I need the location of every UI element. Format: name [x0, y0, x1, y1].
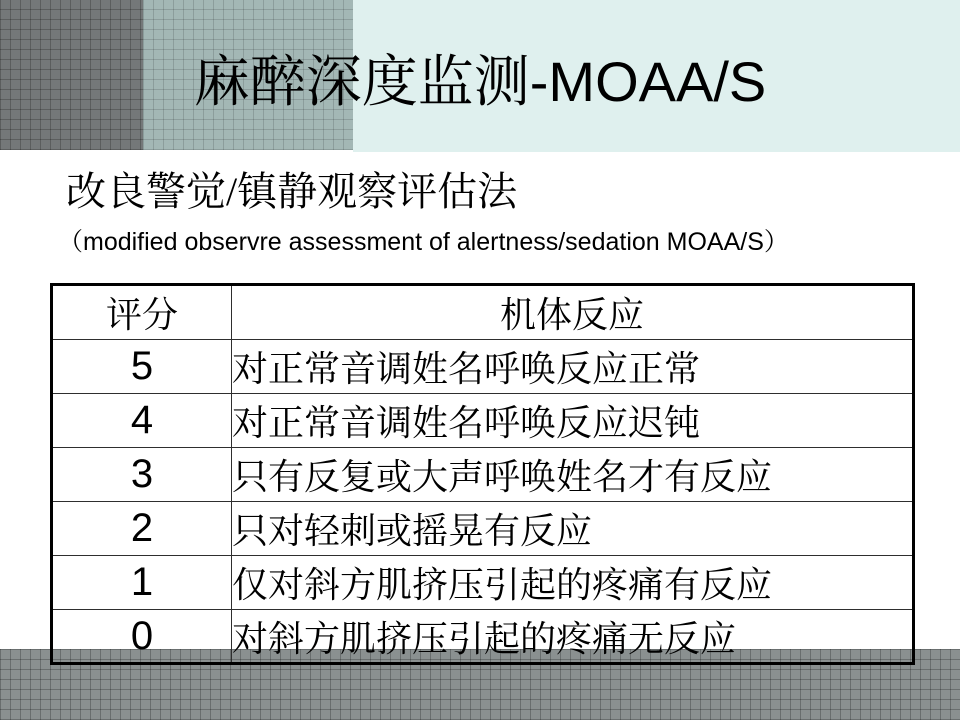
subtitle-chinese: 改良警觉/镇静观察评估法 — [66, 169, 518, 214]
header-response: 机体反应 — [232, 285, 914, 340]
table-header-row — [52, 285, 914, 340]
response-cell: 对正常音调姓名呼唤反应迟钝 — [232, 394, 914, 448]
slide-title-latin: -MOAA/S — [529, 50, 767, 113]
response-cell: 对斜方肌挤压引起的疼痛无反应 — [232, 610, 914, 664]
response-cell: 对正常音调姓名呼唤反应正常 — [232, 340, 914, 394]
table-row — [52, 610, 914, 664]
table-row — [52, 340, 914, 394]
moaas-score-table — [50, 283, 915, 665]
score-cell: 3 — [52, 448, 232, 502]
slide-title — [0, 48, 960, 117]
slide-title-chinese: 麻醉深度监测 — [193, 52, 530, 114]
table-row — [52, 448, 914, 502]
subtitle-english: （modified observre assessment of alertness/sedation MOAA/S） — [58, 228, 789, 256]
response-cell: 只对轻刺或摇晃有反应 — [232, 502, 914, 556]
response-cell: 只有反复或大声呼唤姓名才有反应 — [232, 448, 914, 502]
score-cell: 5 — [52, 340, 232, 394]
table-row — [52, 556, 914, 610]
response-cell: 仅对斜方肌挤压引起的疼痛有反应 — [232, 556, 914, 610]
table-row — [52, 394, 914, 448]
score-cell: 0 — [52, 610, 232, 664]
score-cell: 2 — [52, 502, 232, 556]
table-row — [52, 502, 914, 556]
header-score: 评分 — [52, 285, 232, 340]
score-cell: 4 — [52, 394, 232, 448]
score-cell: 1 — [52, 556, 232, 610]
